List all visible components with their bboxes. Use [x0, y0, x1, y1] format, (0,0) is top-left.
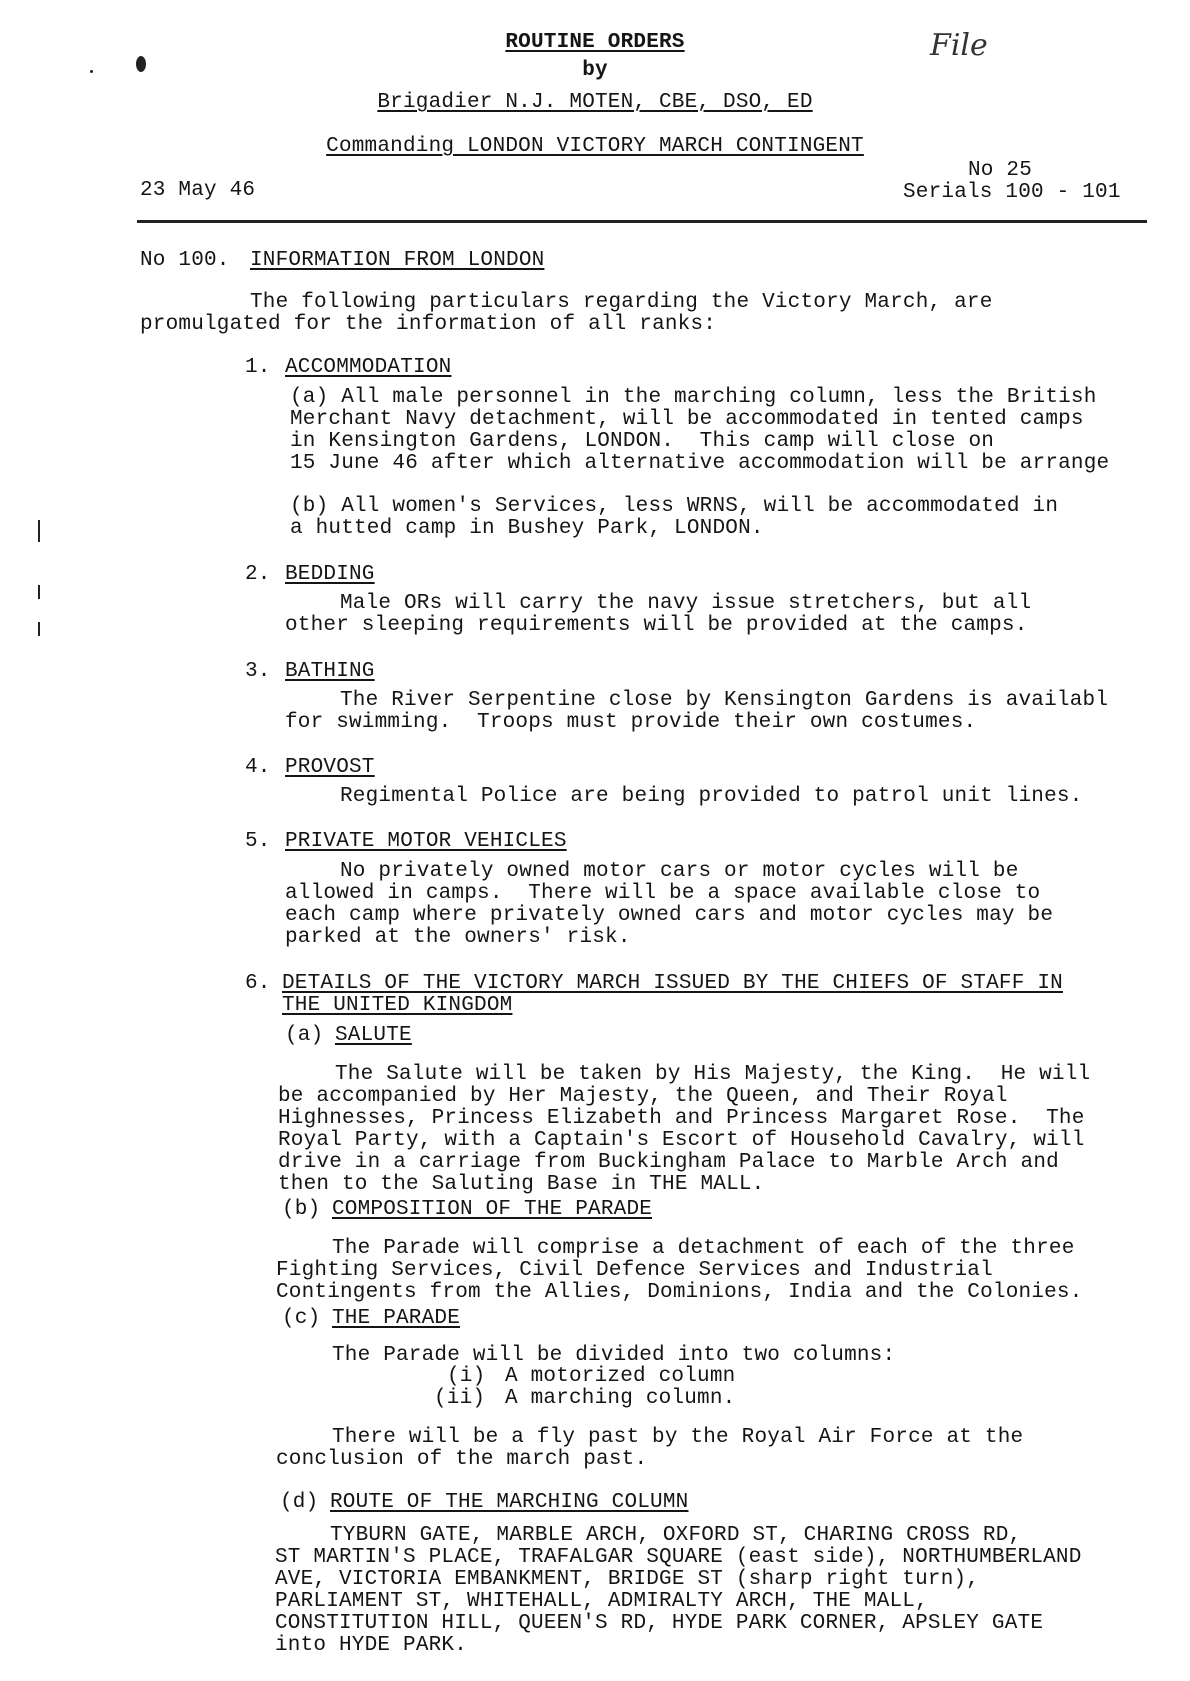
body-line: into HYDE PARK.: [275, 1634, 468, 1657]
list-item-number: (ii): [434, 1387, 486, 1410]
speck: [38, 520, 40, 542]
body-line: The River Serpentine close by Kensington Gardens is availabl: [340, 689, 1109, 712]
body-line: be accompanied by Her Majesty, the Queen, and Their Royal: [278, 1085, 1008, 1108]
sub-heading-route: ROUTE OF THE MARCHING COLUMN: [330, 1491, 689, 1514]
body-line: each camp where privately owned cars and motor cycles may be: [285, 904, 1054, 927]
item-number: 1.: [245, 356, 271, 379]
list-item-text: A motorized column: [505, 1365, 736, 1388]
body-line: AVE, VICTORIA EMBANKMENT, BRIDGE ST (sharp right turn),: [275, 1568, 980, 1591]
body-line: CONSTITUTION HILL, QUEEN'S RD, HYDE PARK CORNER, APSLEY GATE: [275, 1612, 1044, 1635]
body-line: The Salute will be taken by His Majesty, the King. He will: [335, 1063, 1091, 1086]
body-line: Fighting Services, Civil Defence Services and Industrial: [276, 1259, 993, 1282]
item-heading-accommodation: ACCOMMODATION: [285, 356, 452, 379]
list-item-number: (i): [447, 1365, 486, 1388]
document-title: ROUTINE ORDERS: [505, 31, 685, 54]
body-line: conclusion of the march past.: [276, 1448, 648, 1471]
body-line: 15 June 46 after which alternative accommodation will be arrange: [290, 452, 1110, 475]
sub-heading-composition: COMPOSITION OF THE PARADE: [332, 1198, 653, 1221]
body-line: ST MARTIN'S PLACE, TRAFALGAR SQUARE (east side), NORTHUMBERLAND: [275, 1546, 1082, 1569]
body-line: Royal Party, with a Captain's Escort of Household Cavalry, will: [278, 1129, 1085, 1152]
body-line: (b) All women's Services, less WRNS, will be accommodated in: [290, 495, 1059, 518]
item-number: 2.: [245, 563, 271, 586]
intro-line: promulgated for the information of all ranks:: [140, 313, 717, 336]
body-line: drive in a carriage from Buckingham Palace to Marble Arch and: [278, 1151, 1059, 1174]
body-line: for swimming. Troops must provide their own costumes.: [285, 711, 977, 734]
document-date: 23 May 46: [140, 179, 256, 202]
item-number: 6.: [245, 972, 271, 995]
header-divider: [137, 220, 1147, 223]
sub-heading-salute: SALUTE: [335, 1024, 412, 1047]
body-line: Merchant Navy detachment, will be accommodated in tented camps: [290, 408, 1084, 431]
document-number: No 25: [968, 159, 1033, 182]
section-heading: INFORMATION FROM LONDON: [250, 249, 545, 272]
sub-heading-the-parade: THE PARADE: [332, 1307, 461, 1330]
section-number: No 100.: [140, 249, 230, 272]
serials-range: Serials 100 - 101: [903, 181, 1121, 204]
item-heading-details-victory-march-cont: THE UNITED KINGDOM: [282, 994, 513, 1017]
body-line: parked at the owners' risk.: [285, 926, 631, 949]
body-line: other sleeping requirements will be provided at the camps.: [285, 614, 1028, 637]
file-handwritten-note: File: [930, 28, 988, 63]
body-line: Male ORs will carry the navy issue stretchers, but all: [340, 592, 1032, 615]
body-line: The Parade will be divided into two columns:: [332, 1344, 896, 1367]
speck: [38, 622, 40, 636]
body-line: PARLIAMENT ST, WHITEHALL, ADMIRALTY ARCH, THE MALL,: [275, 1590, 928, 1613]
body-line: TYBURN GATE, MARBLE ARCH, OXFORD ST, CHARING CROSS RD,: [330, 1524, 1022, 1547]
item-number: 3.: [245, 660, 271, 683]
sub-label: (d): [280, 1491, 319, 1514]
item-number: 5.: [245, 830, 271, 853]
speck: [38, 585, 40, 599]
item-heading-private-motor-vehicles: PRIVATE MOTOR VEHICLES: [285, 830, 567, 853]
body-line: in Kensington Gardens, LONDON. This camp will close on: [290, 430, 995, 453]
body-line: (a) All male personnel in the marching column, less the British: [290, 386, 1097, 409]
body-line: The Parade will comprise a detachment of each of the three: [332, 1237, 1075, 1260]
body-line: No privately owned motor cars or motor cycles will be: [340, 860, 1019, 883]
body-line: a hutted camp in Bushey Park, LONDON.: [290, 517, 764, 540]
intro-line: The following particulars regarding the Victory March, are: [250, 291, 993, 314]
body-line: There will be a fly past by the Royal Air Force at the: [332, 1426, 1024, 1449]
item-heading-bedding: BEDDING: [285, 563, 375, 586]
body-line: Regimental Police are being provided to patrol unit lines.: [340, 785, 1083, 808]
item-heading-bathing: BATHING: [285, 660, 375, 683]
body-line: then to the Saluting Base in THE MALL.: [278, 1173, 765, 1196]
item-heading-details-victory-march: DETAILS OF THE VICTORY MARCH ISSUED BY THE CHIEFS OF STAFF IN: [282, 972, 1063, 995]
body-line: Contingents from the Allies, Dominions, India and the Colonies.: [276, 1281, 1083, 1304]
author-line: Brigadier N.J. MOTEN, CBE, DSO, ED: [377, 91, 813, 114]
item-heading-provost: PROVOST: [285, 756, 375, 779]
by-line: by: [582, 59, 608, 82]
command-line: Commanding LONDON VICTORY MARCH CONTINGENT: [326, 135, 864, 158]
sub-label: (b): [282, 1198, 321, 1221]
sub-label: (c): [282, 1307, 321, 1330]
body-line: allowed in camps. There will be a space available close to: [285, 882, 1041, 905]
list-item-text: A marching column.: [505, 1387, 736, 1410]
item-number: 4.: [245, 756, 271, 779]
body-line: Highnesses, Princess Elizabeth and Princess Margaret Rose. The: [278, 1107, 1085, 1130]
sub-label: (a): [285, 1024, 324, 1047]
